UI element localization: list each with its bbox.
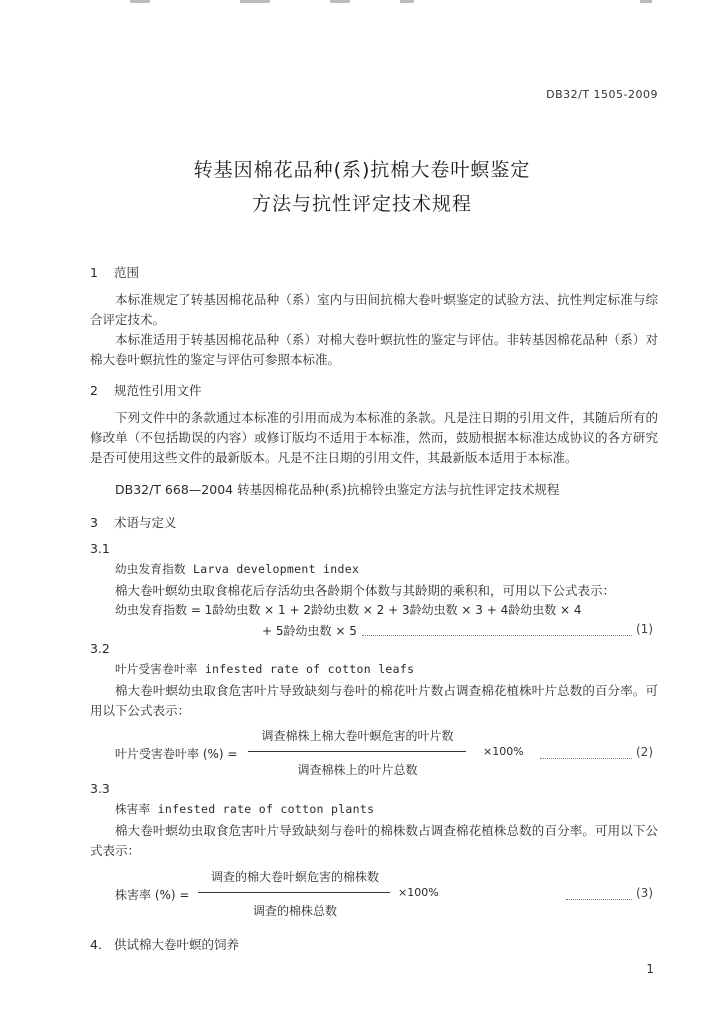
leader-dots (362, 634, 632, 636)
section-1-body (90, 290, 658, 370)
section-number: 1 (90, 265, 98, 280)
equation-number-1: (1) (636, 622, 653, 636)
normative-reference: DB32/T 668—2004 转基因棉花品种(系)抗棉铃虫鉴定方法与抗性评定技术规程 (115, 482, 560, 497)
formula-3-lhs: 株害率 (%) = (115, 888, 190, 902)
section-number: 3 (90, 515, 98, 530)
document-title-line1: 转基因棉花品种(系)抗棉大卷叶螟鉴定 (193, 159, 531, 181)
formula-2-denominator: 调查棉株上的叶片总数 (297, 763, 418, 777)
definition-text (90, 681, 658, 721)
formula-2-numerator: 调查棉株上棉大卷叶螟危害的叶片数 (261, 729, 454, 743)
clause-3-2-number: 3.2 (90, 641, 110, 656)
paragraph: 棉大卷叶螟幼虫取食危害叶片导致缺刻与卷叶的棉株数占调查棉花植株总数的百分率。可用以下公式表示： (90, 823, 658, 858)
clause-3-1-number: 3.1 (90, 541, 110, 556)
section-title: 术语与定义 (114, 515, 177, 530)
term-infested-rate-plants: 株害率 infested rate of cotton plants (115, 802, 375, 816)
section-title: 规范性引用文件 (114, 383, 202, 398)
section-1-heading (90, 263, 139, 281)
term-larva-development-index: 幼虫发育指数 Larva development index (115, 562, 360, 576)
formula-3-numerator: 调查的棉大卷叶螟危害的棉株数 (210, 870, 379, 884)
fraction-bar (198, 892, 390, 893)
clause-3-3-number: 3.3 (90, 781, 110, 796)
paragraph: 下列文件中的条款通过本标准的引用而成为本标准的条款。凡是注日期的引用文件，其随后所有的修改单（不包括勘误的内容）或修订版均不适用于本标准，然而，鼓励根据本标准达成协议的各方研究是否可使用这些文件的最新版本。凡是不注日期的引用文件，其最新版本适用于本标准。 (90, 410, 658, 465)
formula-2-multiplier: ×100% (483, 745, 524, 758)
section-number: 4. (90, 937, 102, 952)
section-3-heading (90, 513, 177, 531)
equation-number-3: (3) (636, 886, 653, 900)
document-title-line2: 方法与抗性评定技术规程 (251, 193, 472, 215)
paragraph: 棉大卷叶螟幼虫取食危害叶片导致缺刻与卷叶的棉花叶片数占调查棉花植株叶片总数的百分率。可用以下公式表示： (90, 683, 658, 718)
formula-1-line2: + 5龄幼虫数 × 5 (262, 624, 357, 638)
section-title: 供试棉大卷叶螟的饲养 (114, 937, 240, 952)
paragraph: 本标准适用于转基因棉花品种（系）对棉大卷叶螟抗性的鉴定与评估。非转基因棉花品种（系）对棉大卷叶螟抗性的鉴定与评估可参照本标准。 (90, 332, 658, 367)
formula-1-line1: 幼虫发育指数 = 1龄幼虫数 × 1 + 2龄幼虫数 × 2 + 3龄幼虫数 × 3 + 4龄幼虫数 × 4 (115, 603, 582, 617)
standard-code: DB32/T 1505-2009 (546, 88, 658, 101)
page-number: 1 (646, 962, 654, 976)
paragraph: 本标准规定了转基因棉花品种（系）室内与田间抗棉大卷叶螟鉴定的试验方法、抗性判定标准与综合评定技术。 (90, 292, 658, 327)
scan-artifact-top (0, 0, 724, 4)
section-number: 2 (90, 383, 98, 398)
section-2-body (90, 408, 658, 468)
leader-dots (566, 898, 632, 900)
equation-number-2: (2) (636, 745, 653, 759)
section-2-heading (90, 381, 202, 399)
section-title: 范围 (114, 265, 140, 280)
formula-3-denominator: 调查的棉株总数 (252, 904, 337, 918)
definition-text: 棉大卷叶螟幼虫取食棉花后存活幼虫各龄期个体数与其龄期的乘积和，可用以下公式表示： (115, 583, 616, 598)
section-4-heading (90, 935, 239, 953)
definition-text (90, 821, 658, 861)
formula-2-lhs: 叶片受害卷叶率 (%) = (115, 747, 238, 761)
leader-dots (540, 757, 632, 759)
formula-3-multiplier: ×100% (398, 886, 439, 899)
term-infested-rate-leafs: 叶片受害卷叶率 infested rate of cotton leafs (115, 662, 415, 676)
fraction-bar (248, 751, 466, 752)
